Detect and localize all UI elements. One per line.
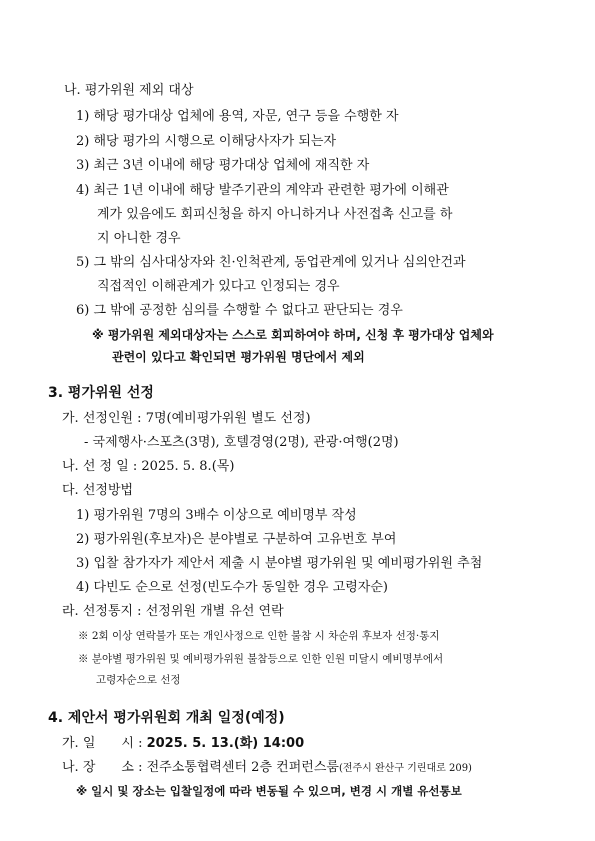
exclusion-item-4: 4) 최근 1년 이내에 해당 발주기관의 계약과 관련한 평가에 이해관 [76,183,449,198]
exclusion-item-4-cont1: 계가 있음에도 회피신청을 하지 아니하거나 사전접촉 신고를 하 [97,207,453,222]
exclusion-title: 나. 평가위원 제외 대상 [64,83,194,98]
selection-note-1: ※ 2회 이상 연락불가 또는 개인사정으로 인한 불참 시 차순위 후보자 선정·통지 [78,630,440,642]
meeting-datetime-label: 가. 일 시 : [62,736,147,751]
exclusion-item-6: 6) 그 밖에 공정한 심의를 수행할 수 없다고 판단되는 경우 [76,303,403,318]
selection-method-2: 2) 평가위원(후보자)은 분야별로 구분하여 고유번호 부여 [76,532,397,547]
selection-date: 나. 선 정 일 : 2025. 5. 8.(목) [62,459,235,474]
selection-method-4: 4) 다빈도 순으로 선정(빈도수가 동일한 경우 고령자순) [76,580,388,595]
meeting-place-address: (전주시 완산구 기린대로 209) [338,763,472,774]
selection-notice: 라. 선정통지 : 선정위원 개별 유선 연락 [62,604,284,619]
selection-note-2-cont: 고령자순으로 선정 [96,674,181,686]
exclusion-item-4-cont2: 지 아니한 경우 [97,231,181,246]
exclusion-note-line2: 관련이 있다고 확인되면 평가위원 명단에서 제외 [112,350,365,364]
exclusion-item-5-cont: 직접적인 이해관계가 있다고 인정되는 경우 [97,279,340,294]
selection-method-title: 다. 선정방법 [62,483,134,498]
meeting-datetime [62,735,304,753]
exclusion-item-5: 5) 그 밖의 심사대상자와 친·인척관계, 동업관계에 있거나 심의안건과 [76,255,466,270]
meeting-place-label: 나. 장 소 : 전주소통협력센터 2층 컨퍼런스룸 [62,760,339,775]
exclusion-note-line1: ※ 평가위원 제외대상자는 스스로 회피하여야 하며, 신청 후 평가대상 업체와 [92,328,494,342]
section3-heading: 3. 평가위원 선정 [48,385,154,401]
selection-note-2: ※ 분야별 평가위원 및 예비평가위원 불참등으로 인한 인원 미달시 예비명부에서 [78,653,444,665]
section4-heading: 4. 제안서 평가위원회 개최 일정(예정) [48,710,285,726]
exclusion-item-1: 1) 해당 평가대상 업체에 용역, 자문, 연구 등을 수행한 자 [76,109,399,124]
meeting-datetime-value: 2025. 5. 13.(화) 14:00 [146,736,305,751]
exclusion-item-2: 2) 해당 평가의 시행으로 이해당사자가 되는자 [76,134,337,149]
selection-count-detail: - 국제행사·스포츠(3명), 호텔경영(2명), 관광·여행(2명) [84,435,399,450]
exclusion-item-3: 3) 최근 3년 이내에 해당 평가대상 업체에 재직한 자 [76,158,370,173]
meeting-note: ※ 일시 및 장소는 입찰일정에 따라 변동될 수 있으며, 변경 시 개별 유선통보 [76,784,462,798]
selection-method-1: 1) 평가위원 7명의 3배수 이상으로 예비명부 작성 [76,508,357,523]
selection-count: 가. 선정인원 : 7명(예비평가위원 별도 선정) [62,411,311,426]
selection-method-3: 3) 입찰 참가자가 제안서 제출 시 분야별 평가위원 및 예비평가위원 추첨 [76,556,483,571]
meeting-place [62,759,472,778]
